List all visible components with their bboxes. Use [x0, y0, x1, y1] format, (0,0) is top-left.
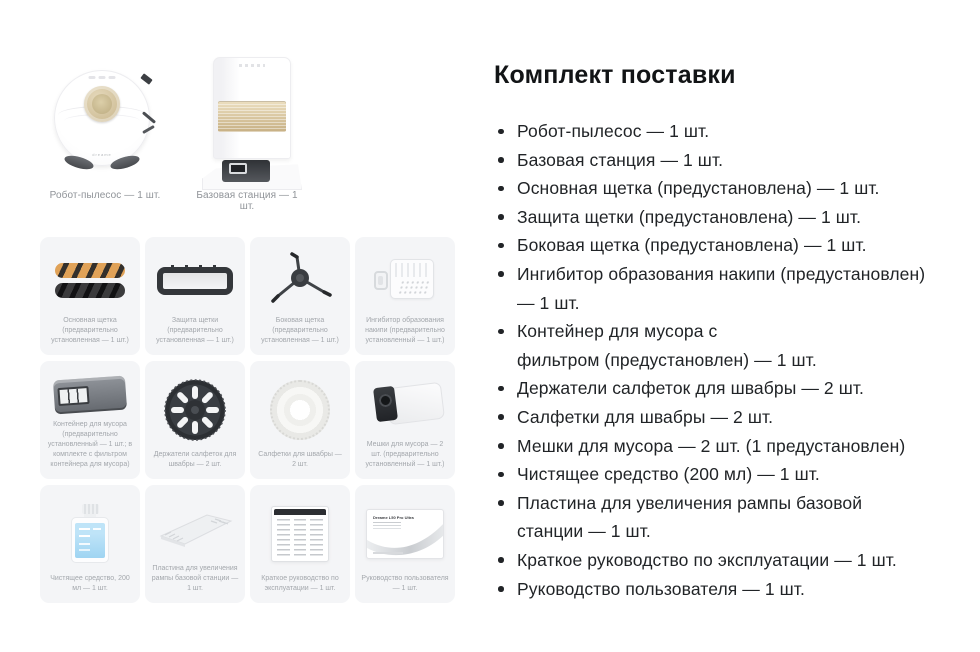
station-gold-band [218, 101, 286, 132]
tile-caption: Пластина для увеличения рампы базовой станции — 1 шт. [151, 565, 239, 593]
tile-caption: Контейнер для мусора (предварительно установленный — 1 шт.; в комплекте с фильтром контейнера для мусора) [47, 421, 133, 469]
tile-ramp-plate [145, 485, 245, 603]
side-brush-icon [256, 245, 344, 316]
mop-pad-holder-icon [151, 369, 239, 450]
package-contents-list [494, 117, 956, 603]
robot-caption: Робот-пылесос — 1 шт. [49, 190, 161, 201]
tile-scale-inhibitor [355, 237, 455, 355]
tile-caption: Чистящее средство, 200 мл — 1 шт. [50, 575, 130, 593]
scale-inhibitor-icon [361, 245, 449, 316]
cleaning-solution-icon [46, 493, 134, 574]
station-tower [213, 57, 291, 159]
list-item: Основная щетка (предустановлена) — 1 шт. [494, 174, 956, 203]
tile-side-brush [250, 237, 350, 355]
tile-caption: Краткое руководство по эксплуатации — 1 шт. [261, 575, 339, 593]
tile-caption: Ингибитор образования накипи (предварительно установленный — 1 шт.) [365, 317, 445, 345]
list-item: Чистящее средство (200 мл) — 1 шт. [494, 460, 956, 489]
robot-buttons [89, 76, 116, 79]
list-item: Контейнер для мусора с фильтром (предустановлен) — 1 шт. [494, 317, 956, 374]
station-dock-screen [229, 163, 247, 174]
tile-caption: Держатели салфеток для швабры — 2 шт. [153, 451, 237, 469]
tile-mop-pad-holders [145, 361, 245, 479]
mop-pad-icon [256, 369, 344, 450]
main-brush-icon [46, 245, 134, 316]
list-item: Робот-пылесос — 1 шт. [494, 117, 956, 146]
accessory-grid [40, 237, 455, 603]
tile-dust-container [40, 361, 140, 479]
page-title: Комплект поставки [494, 61, 736, 89]
contents-column [494, 60, 956, 603]
brush-guard-icon [151, 245, 239, 316]
tile-caption: Боковая щетка (предварительно установленная — 1 шт.) [261, 317, 339, 345]
station-caption: Базовая станция — 1 шт. [196, 190, 298, 212]
dust-bag-icon [361, 369, 449, 440]
tile-dust-bags [355, 361, 455, 479]
tile-brush-guard [145, 237, 245, 355]
ramp-plate-icon [151, 493, 239, 564]
list-item: Салфетки для швабры — 2 шт. [494, 403, 956, 432]
list-item: Защита щетки (предустановлена) — 1 шт. [494, 203, 956, 232]
list-item: Базовая станция — 1 шт. [494, 146, 956, 175]
list-item: Пластина для увеличения рампы базовой станции — 1 шт. [494, 489, 956, 546]
user-manual-icon [361, 493, 449, 574]
list-item: Держатели салфеток для швабры — 2 шт. [494, 374, 956, 403]
list-item: Ингибитор образования накипи (предустановлен) — 1 шт. [494, 260, 956, 317]
list-item: Боковая щетка (предустановлена) — 1 шт. [494, 231, 956, 260]
station-vent [239, 64, 265, 67]
robot-vacuum-image [54, 70, 150, 166]
tile-quick-guide [250, 485, 350, 603]
dust-container-icon [46, 369, 134, 420]
tile-caption: Основная щетка (предварительно установленная — 1 шт.) [51, 317, 129, 345]
tile-user-manual [355, 485, 455, 603]
robot-side-fin [140, 73, 152, 85]
tile-caption: Мешки для мусора — 2 шт. (предварительно установленный — 1 шт.) [365, 441, 445, 469]
robot-lidar-turret [84, 86, 120, 122]
tile-caption: Салфетки для швабры — 2 шт. [258, 451, 342, 469]
quick-guide-icon [256, 493, 344, 574]
tile-cleaning-solution [40, 485, 140, 603]
tile-mop-pads [250, 361, 350, 479]
tile-main-brush [40, 237, 140, 355]
tile-caption: Защита щетки (предварительно установленная — 1 шт.) [156, 317, 234, 345]
manual-cover-title: Dreame L50 Pro Ultra [373, 514, 414, 520]
robot-brand-text: dreame [92, 152, 112, 157]
list-item: Краткое руководство по эксплуатации — 1 шт. [494, 546, 956, 575]
list-item: Руководство пользователя — 1 шт. [494, 575, 956, 604]
list-item: Мешки для мусора — 2 шт. (1 предустановлен) [494, 432, 956, 461]
base-station-image [202, 57, 302, 190]
tile-caption: Руководство пользователя — 1 шт. [361, 575, 449, 593]
